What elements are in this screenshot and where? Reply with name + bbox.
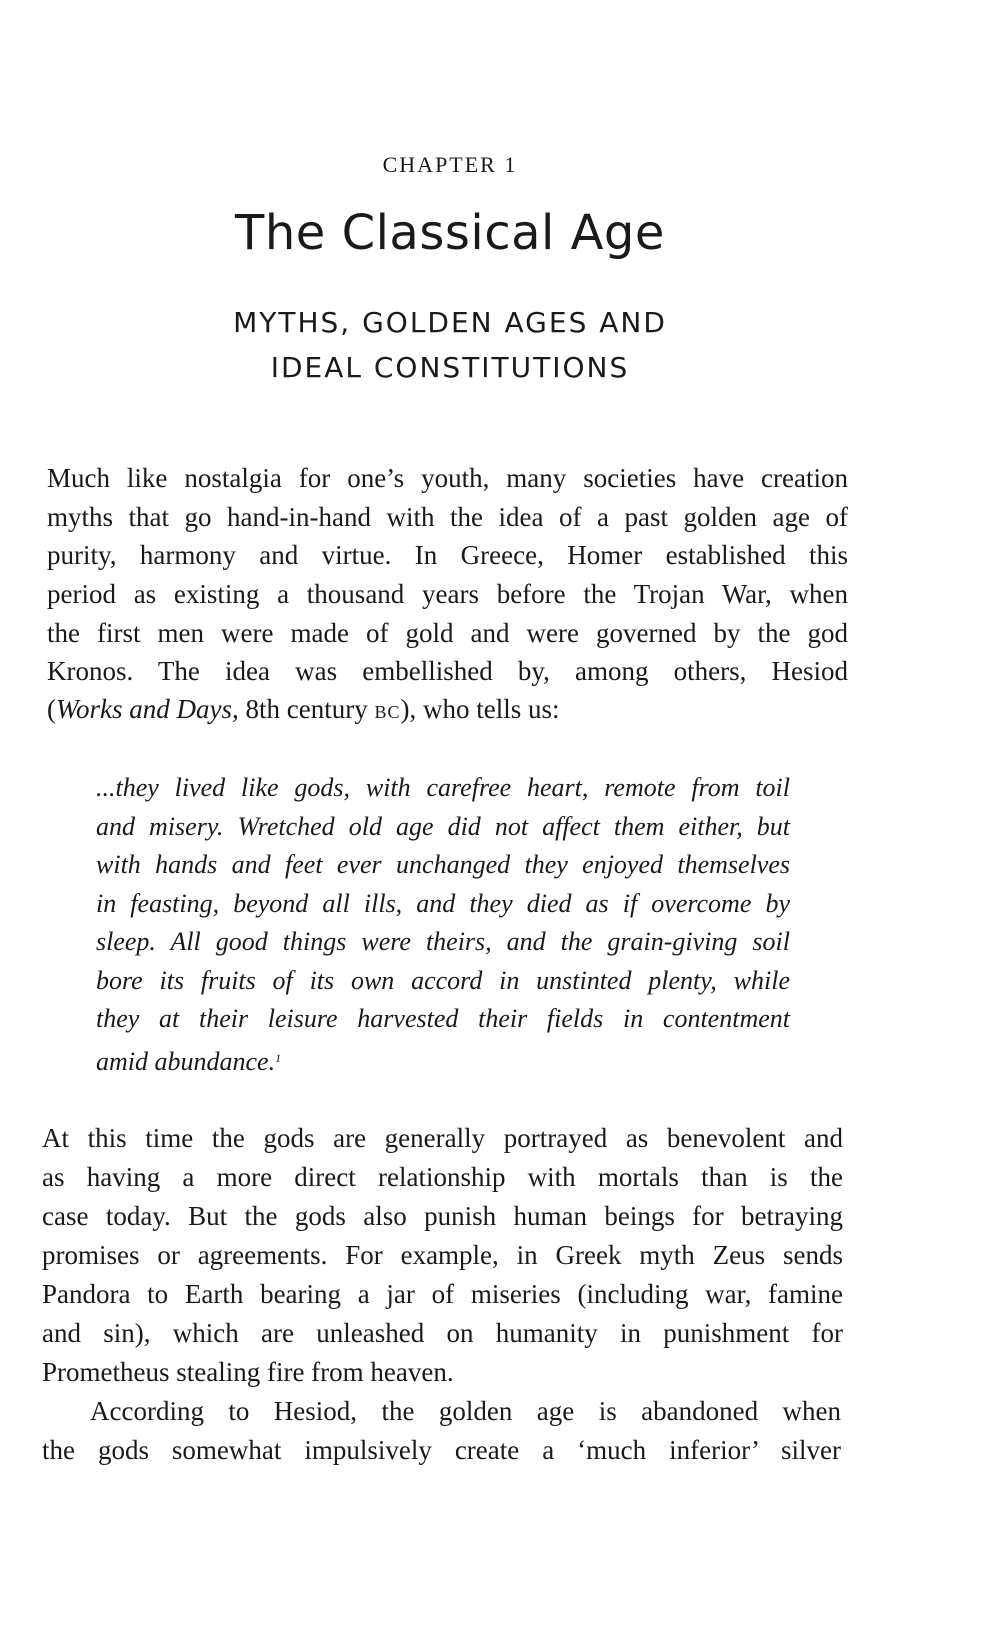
text-line: myths that go hand-in-hand with the idea of a past golden age of xyxy=(47,502,848,532)
work-title: Works and Days, xyxy=(56,694,239,724)
chapter-label: CHAPTER 1 xyxy=(382,152,518,177)
quote-line xyxy=(96,1040,790,1076)
quote-line: bore its fruits of its own accord in unstinted plenty, while xyxy=(96,966,790,995)
text-line: period as existing a thousand years before the Trojan War, when xyxy=(47,579,848,609)
text: ( xyxy=(47,694,56,724)
text-line: Kronos. The idea was embellished by, among others, Hesiod xyxy=(47,656,848,686)
text-line: promises or agreements. For example, in Greek myth Zeus sends xyxy=(42,1240,843,1270)
text-line: case today. But the gods also punish human beings for betraying xyxy=(42,1201,843,1231)
quote-line: with hands and feet ever unchanged they enjoyed themselves xyxy=(96,850,790,879)
text-line: the gods somewhat impulsively create a ‘much inferior’ silver xyxy=(42,1435,841,1465)
text-line xyxy=(47,691,848,727)
quote-line: sleep. All good things were theirs, and the grain-giving soil xyxy=(96,927,790,956)
footnote-ref[interactable]: 1 xyxy=(275,1051,282,1065)
chapter-subtitle-line: IDEAL CONSTITUTIONS xyxy=(270,351,630,384)
quote-line: in feasting, beyond all ills, and they died as if overcome by xyxy=(96,889,790,918)
chapter-title: The Classical Age xyxy=(235,205,665,261)
text-line: According to Hesiod, the golden age is abandoned when xyxy=(90,1396,841,1426)
quote-line: they at their leisure harvested their fields in contentment xyxy=(96,1004,790,1033)
text-line: the first men were made of gold and were governed by the god xyxy=(47,618,848,648)
era-abbrev: BC xyxy=(374,702,401,722)
text-line: Pandora to Earth bearing a jar of miseries (including war, famine xyxy=(42,1279,843,1309)
text-line: purity, harmony and virtue. In Greece, Homer established this xyxy=(47,540,848,570)
text-line: and sin), which are unleashed on humanity in punishment for xyxy=(42,1318,843,1348)
text: amid abundance. xyxy=(96,1047,276,1076)
quote-line: and misery. Wretched old age did not affect them either, but xyxy=(96,812,790,841)
text-line: Much like nostalgia for one’s youth, many societies have creation xyxy=(47,463,848,493)
text-line: At this time the gods are generally portrayed as benevolent and xyxy=(42,1123,843,1153)
text-line: as having a more direct relationship with mortals than is the xyxy=(42,1162,843,1192)
text: 8th century xyxy=(238,694,375,724)
chapter-subtitle-line: MYTHS, GOLDEN AGES AND xyxy=(233,306,667,339)
text-line: Prometheus stealing fire from heaven. xyxy=(42,1357,454,1387)
text: ), who tells us: xyxy=(400,694,560,724)
quote-line: ...they lived like gods, with carefree heart, remote from toil xyxy=(96,773,790,802)
